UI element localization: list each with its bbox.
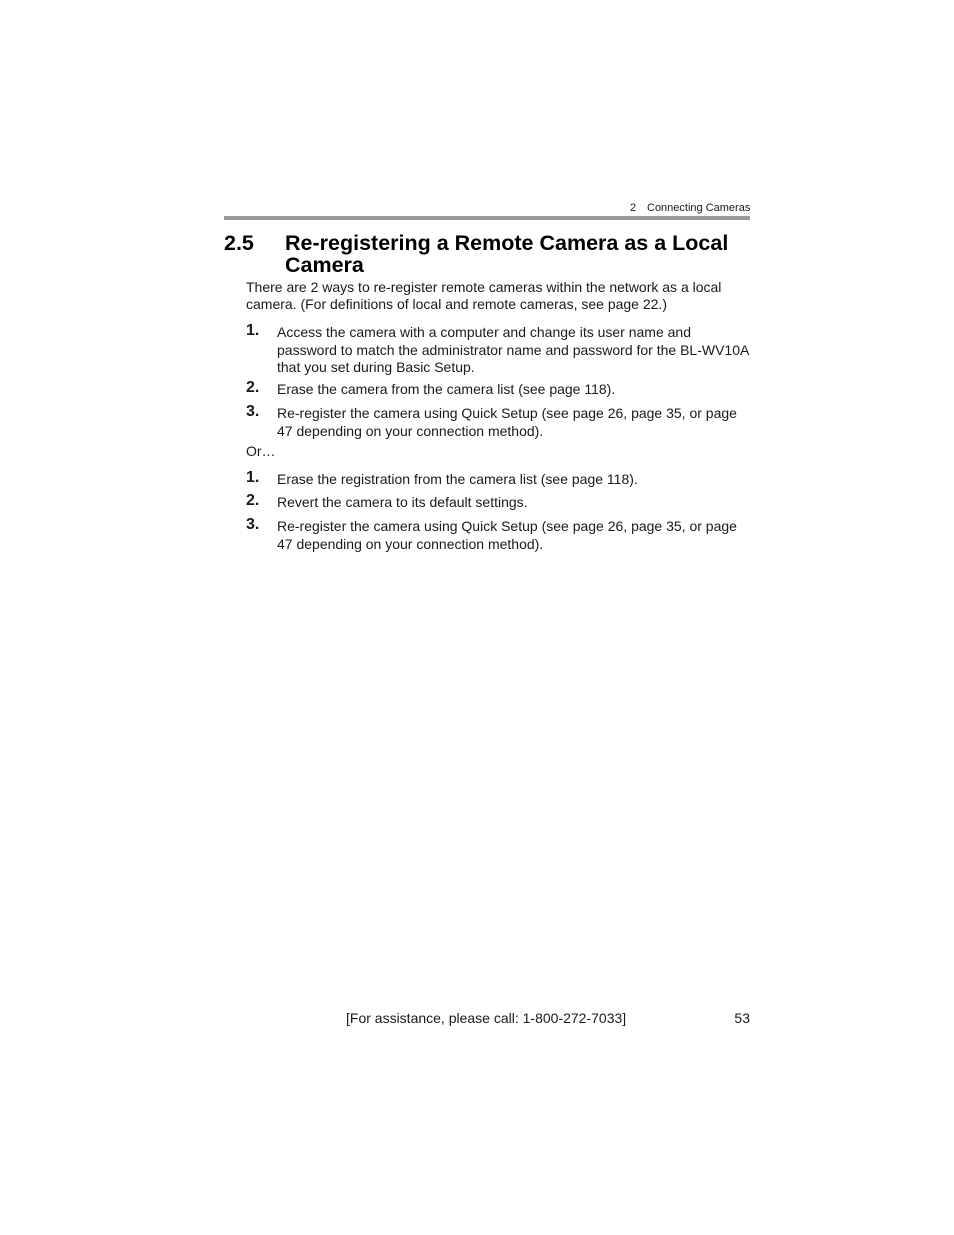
step-number: 2. [246,379,260,396]
intro-paragraph: There are 2 ways to re-register remote cameras within the network as a local camera. (For definitions of local and remote cameras, see page 22.) [246,279,722,312]
assistance-footer: [For assistance, please call: 1-800-272-7033] [346,1010,627,1026]
step-text: Access the camera with a computer and change its user name and password to match the administrator name and password for the BL-WV10A that you set during Basic Setup. [277,324,749,375]
step-number: 1. [246,322,260,339]
running-header [630,202,750,214]
section-number: 2.5 [224,231,254,255]
header-rule [224,216,750,220]
page-number: 53 [734,1010,750,1026]
step-text: Erase the camera from the camera list (see page 118). [277,381,616,397]
step-text: Revert the camera to its default settings. [277,494,528,510]
step-text: Re-register the camera using Quick Setup (see page 26, page 35, or page 47 depending on your connection method). [277,405,737,439]
step-number: 2. [246,492,260,509]
section-title: Re-registering a Remote Camera as a Local Camera [285,231,729,277]
step-number: 1. [246,469,260,486]
alternative-separator: Or… [246,443,276,459]
step-text: Re-register the camera using Quick Setup (see page 26, page 35, or page 47 depending on your connection method). [277,518,737,552]
chapter-title: Connecting Cameras [647,202,751,214]
step-number: 3. [246,403,260,420]
step-number: 3. [246,516,260,533]
chapter-number: 2 [630,202,637,214]
step-text: Erase the registration from the camera list (see page 118). [277,471,638,487]
